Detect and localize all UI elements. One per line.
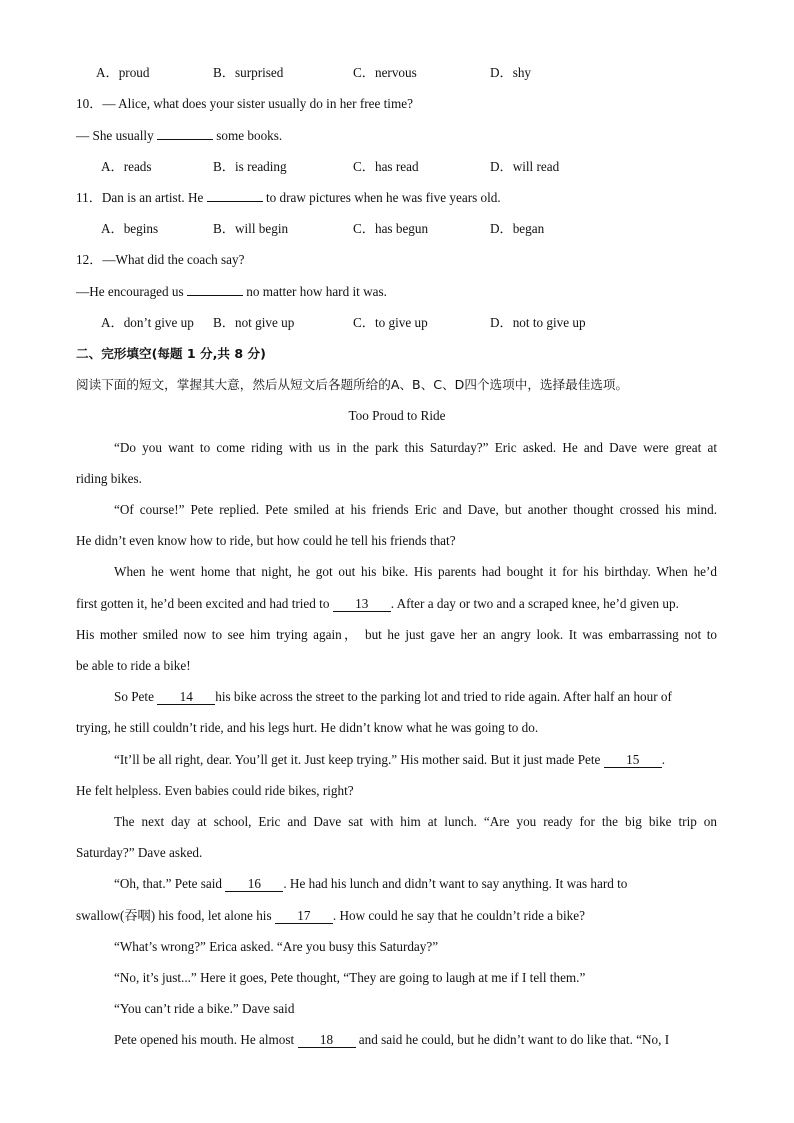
passage-line: “You can’t ride a bike.” Dave said [114, 1001, 295, 1016]
passage-line [76, 907, 585, 925]
q9-option-a[interactable]: A．proud [96, 65, 150, 80]
passage-text: . He had his lunch and didn’t want to say anything. It was hard to [283, 876, 628, 891]
passage-line: trying, he still couldn’t ride, and his legs hurt. He didn’t know what he was going to do. [76, 720, 539, 735]
passage-line: His mother smiled now to see him trying again， but he just gave her an angry look. It was embarrassing not to [76, 627, 717, 642]
passage-line: He felt helpless. Even babies could ride bikes, right? [76, 783, 354, 798]
section-heading: 二、完形填空(每题 1 分,共 8 分) [76, 346, 266, 361]
passage-text: . [661, 752, 665, 767]
q10-option-a[interactable]: A．reads [101, 159, 152, 174]
section-instruction: 阅读下面的短文，掌握其大意，然后从短文后各题所给的A、B、C、D四个选项中，选择最佳选项。 [76, 377, 629, 392]
passage-line [114, 688, 672, 706]
passage-text: . How could he say that he couldn’t ride a bike? [332, 908, 585, 923]
q10-option-b[interactable]: B．is reading [213, 159, 287, 174]
q10-option-c[interactable]: C．has read [353, 159, 419, 174]
passage-text: Pete opened his mouth. He almost [114, 1032, 298, 1047]
q11-option-a[interactable]: A．begins [101, 221, 159, 236]
q10-pre: — She usually [76, 128, 157, 143]
passage-line: He didn’t even know how to ride, but how could he tell his friends that? [76, 533, 456, 548]
passage-line [76, 595, 679, 613]
blank-13[interactable]: 13 [333, 597, 391, 612]
passage-text: first gotten it, he’d been excited and had tried to [76, 596, 333, 611]
passage-line: “What’s wrong?” Erica asked. “Are you busy this Saturday?” [114, 939, 439, 954]
q10-post: some books. [212, 128, 283, 143]
q9-option-d[interactable]: D．shy [490, 65, 532, 80]
passage-text: . After a day or two and a scraped knee, he’d given up. [390, 596, 679, 611]
passage-line: “Do you want to come riding with us in the park this Saturday?” Eric asked. He and Dave were great at [114, 440, 717, 455]
q10-sentence [76, 127, 282, 145]
blank-16[interactable]: 16 [225, 877, 283, 892]
blank-17[interactable]: 17 [275, 909, 333, 924]
passage-line: “No, it’s just...” Here it goes, Pete thought, “They are going to laugh at me if I tell them.” [114, 970, 586, 985]
q12-sentence [76, 283, 387, 301]
q12-option-c[interactable]: C．to give up [353, 315, 428, 330]
q12-option-a[interactable]: A．don’t give up [101, 315, 194, 330]
passage-text: his bike across the street to the parking lot and tried to ride again. After half an hour of [215, 689, 672, 704]
passage-text: and said he could, but he didn’t want to do like that. “No, I [355, 1032, 670, 1047]
blank-18[interactable]: 18 [298, 1033, 356, 1048]
blank-15[interactable]: 15 [604, 753, 662, 768]
passage-line [114, 1031, 669, 1049]
blank-14[interactable]: 14 [157, 690, 215, 705]
q10-option-d[interactable]: D．will read [490, 159, 560, 174]
passage-line: When he went home that night, he got out his bike. His parents had bought it for his birthday. When he’d [114, 564, 717, 579]
q9-option-c[interactable]: C．nervous [353, 65, 417, 80]
q11-post: to draw pictures when he was five years old. [262, 190, 501, 205]
passage-title: Too Proud to Ride [348, 408, 446, 423]
q11-option-d[interactable]: D．began [490, 221, 545, 236]
q12-option-d[interactable]: D．not to give up [490, 315, 586, 330]
q11-option-c[interactable]: C．has begun [353, 221, 429, 236]
passage-line: Saturday?” Dave asked. [76, 845, 203, 860]
passage-line: riding bikes. [76, 471, 142, 486]
q10-stem: 10．— Alice, what does your sister usually do in her free time? [76, 96, 413, 111]
passage-line [114, 751, 665, 769]
q11-blank [207, 189, 263, 202]
passage-line [114, 875, 627, 893]
passage-text: swallow(吞咽) his food, let alone his [76, 908, 275, 923]
q12-stem: 12．—What did the coach say? [76, 252, 245, 267]
passage-line: “Of course!” Pete replied. Pete smiled at his friends Eric and Dave, but another thought crossed his mind. [114, 502, 717, 517]
q12-post: no matter how hard it was. [242, 284, 387, 299]
q11-stem [76, 189, 501, 207]
q11-pre: 11．Dan is an artist. He [76, 190, 207, 205]
q11-option-b[interactable]: B．will begin [213, 221, 289, 236]
passage-text: So Pete [114, 689, 158, 704]
passage-line: The next day at school, Eric and Dave sat with him at lunch. “Are you ready for the big bike trip on [114, 814, 717, 829]
passage-text: “Oh, that.” Pete said [114, 876, 226, 891]
q12-option-b[interactable]: B．not give up [213, 315, 295, 330]
passage-line: be able to ride a bike! [76, 658, 191, 673]
q9-option-b[interactable]: B．surprised [213, 65, 284, 80]
q10-blank [157, 127, 213, 140]
passage-text: “It’ll be all right, dear. You’ll get it. Just keep trying.” His mother said. But it just made Pete [114, 752, 604, 767]
q12-blank [187, 283, 243, 296]
q12-pre: —He encouraged us [76, 284, 187, 299]
